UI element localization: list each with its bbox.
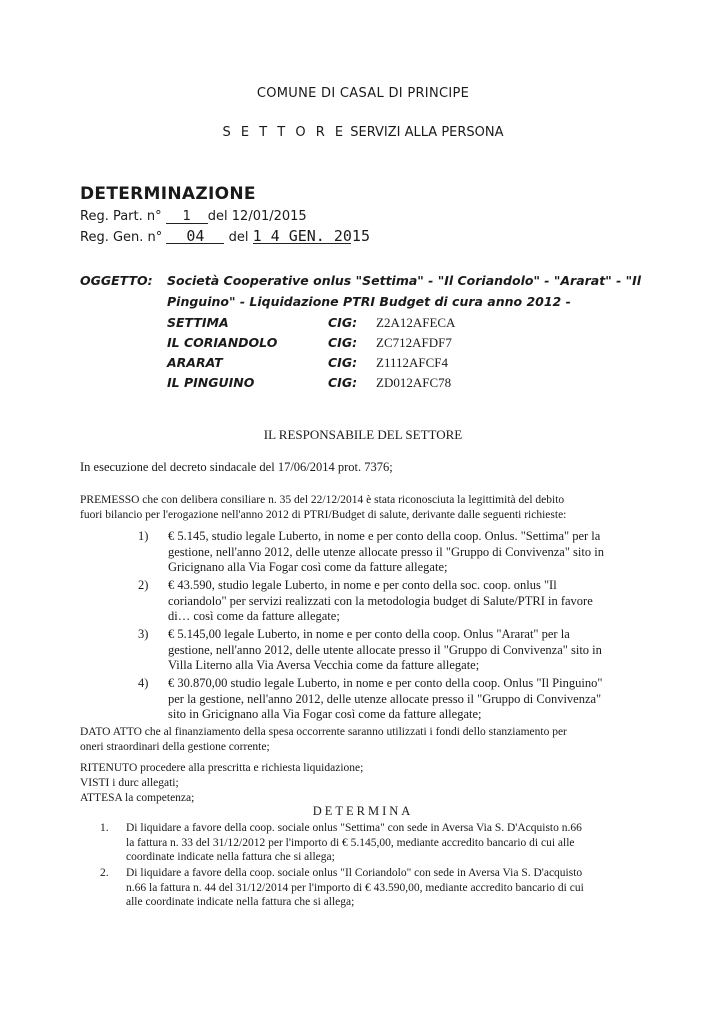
responsabile-heading: IL RESPONSABILE DEL SETTORE [263,427,463,442]
list-item-line: Villa Literno alla Via Aversa Vecchia come da fatture allegate; [168,658,480,672]
list-item-number: 1) [138,529,149,543]
premesso-paragraph [80,493,672,522]
list-item-line: coriandolo" per servizi realizzati con la metodologia budget di Salute/PTRI in favore [168,593,593,608]
dato-atto-line: DATO ATTO che al finanziamento della spesa occorrente saranno utilizzati i fondi dello stanziamento per [80,726,567,738]
decision-line: Di liquidare a favore della coop. sociale onlus "Il Coriandolo" con sede in Aversa Via S. D'acquisto [126,867,583,879]
premesso-line: PREMESSO che con delibera consiliare n. 35 del 22/12/2014 è stata riconosciuta la legittimità del debito [80,494,565,506]
list-item-line: di… così come da fatture allegate; [168,609,340,623]
decision-line: coordinate indicate nella fattura che si allega; [126,851,335,863]
cig-name-ararat: ARARAT [167,355,223,370]
reg-part-date: del 12/01/2015 [207,209,307,224]
list-item-line: sito in Gricignano alla Via Fogar così come da fatture allegate; [168,707,482,721]
dato-atto-paragraph [80,725,675,754]
decision-number: 2. [100,867,109,879]
list-item-line: Gricignano alla Via Fogar così come da fatture allegate; [168,560,448,574]
dato-atto-line: oneri straordinari della gestione corrente; [80,740,270,753]
cig-label: CIG: [328,315,358,330]
list-item-number: 2) [138,578,149,592]
list-item-number: 3) [138,627,149,641]
oggetto-label: OGGETTO: [80,273,153,288]
list-item-line: per la gestione, nell'anno 2012, delle utenze allocate presso il "Gruppo di Convivenza" [168,691,602,706]
list-item-line: € 43.590, studio legale Luberto, in nome e per conto della soc. coop. onlus "Il [168,578,557,592]
cig-name-coriandolo: IL CORIANDOLO [167,335,278,350]
esecuzione-line: In esecuzione del decreto sindacale del 17/06/2014 prot. 7376; [80,460,393,474]
settore-rest: SERVIZI ALLA PERSONA [350,125,504,140]
oggetto-line-2: Pinguino" - Liquidazione PTRI Budget di cura anno 2012 - [167,294,571,309]
reg-gen-del: del [228,230,249,245]
premesso-line: fuori bilancio per l'erogazione nell'anno 2012 di PTRI/Budget di salute, derivante dalle seguenti richieste: [80,508,567,521]
cig-code-settima: Z2A12AFECA [376,315,456,330]
decision-line: alle coordinate indicate nella fattura che si allega; [126,896,355,908]
decision-line: n.66 la fattura n. 44 del 31/12/2014 per l'importo di € 43.590,00, mediante accredito bancario di cui [126,881,584,894]
list-item-line: € 30.870,00 studio legale Luberto, in nome e per conto della coop. Onlus "Il Pinguino" [168,676,603,690]
cig-name-settima: SETTIMA [167,315,229,330]
list-item-number: 4) [138,676,149,690]
cig-code-pinguino: ZD012AFC78 [376,375,452,390]
reg-gen-date-stamp: 1 4 GEN. 2015 [252,227,370,245]
list-item-line: € 5.145,00 legale Luberto, in nome e per conto della coop. Onlus "Ararat" per la [168,627,570,641]
document-title: DETERMINAZIONE [80,184,256,204]
oggetto-line-1: Società Cooperative onlus "Settima" - "Il Coriandolo" - "Ararat" - "Il [167,273,642,288]
list-item-line: gestione, nell'anno 2012, delle utente allocate presso il "Gruppo di Convivenza" sito in [168,642,602,657]
cig-label: CIG: [328,335,358,350]
cig-label: CIG: [328,355,358,370]
decision-number: 1. [100,822,109,834]
settore-word: S E T T O R E [222,125,347,140]
visti-line: VISTI i durc allegati; [80,777,179,789]
list-item-line: gestione, nell'anno 2012, delle utenze allocate presso il "Gruppo di Convivenza" sito in [168,544,604,559]
list-item-line: € 5.145, studio legale Luberto, in nome e per conto della coop. Onlus. "Settima" per la [168,529,601,543]
cig-code-ararat: Z1112AFCF4 [376,355,448,370]
decision-line: la fattura n. 33 del 31/12/2012 per l'importo di € 5.145,00, mediante accredito bancario di cui alle [126,836,575,849]
attesa-line: ATTESA la competenza; [80,792,195,804]
reg-gen-line [80,227,370,245]
determina-heading: DETERMINA [312,804,414,818]
settore-heading [0,125,726,140]
comune-heading: COMUNE DI CASAL DI PRINCIPE [256,86,470,101]
reg-part-line [80,209,307,224]
ritenuto-line: RITENUTO procedere alla prescritta e richiesta liquidazione; [80,762,364,774]
reg-gen-number: 04 [166,230,224,244]
cig-label: CIG: [328,375,358,390]
reg-part-label: Reg. Part. n° [80,209,162,224]
decision-line: Di liquidare a favore della coop. sociale onlus "Settima" con sede in Aversa Via S. D'Acquisto n.66 [126,822,582,834]
reg-gen-label: Reg. Gen. n° [80,230,163,245]
cig-code-coriandolo: ZC712AFDF7 [376,335,452,350]
reg-part-number: 1 [166,210,208,224]
cig-name-pinguino: IL PINGUINO [167,375,255,390]
